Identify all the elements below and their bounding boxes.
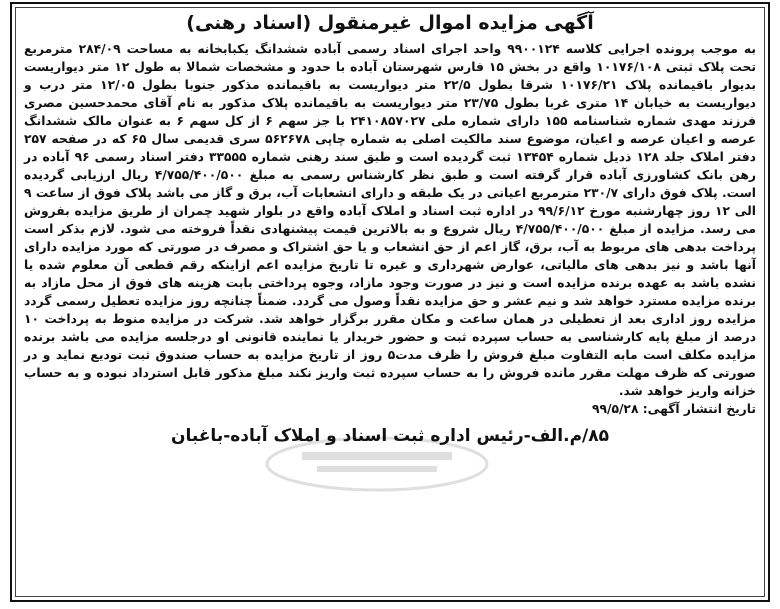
publish-date: تاریخ انتشار آگهی: ۹۹/۵/۲۸ bbox=[591, 402, 756, 416]
notice-frame bbox=[10, 2, 770, 602]
signature-line: ۸۵/م.الف-رئیس اداره ثبت اسناد و املاک آباده-باغبان bbox=[170, 426, 610, 446]
notice-title: آگهی مزایده اموال غیرمنقول (اسناد رهنی) bbox=[186, 12, 594, 34]
notice-body: به موجب پرونده اجرایی کلاسه ۹۹۰۰۱۲۴ واحد اجرای اسناد رسمی آباده ششدانگ یکبابخانه به مساحت ۲۸۴/۰۹ مترمربع تحت پلاک ثبتی ۱۰۱۷۶/۱۰۸ واقع در بخش ۱۵ فارس شهرستان آباده با حدود و مشخصات شمالا به طول ۱۲ متر دیواریست بدیوار باقیمانده پلاک ۱۰۱۷۶/۲۱ شرقا بطول ۲۲/۵ متر دیواریست به باقیمانده مذکور جنوبا بطول ۱۲/۰۵ متر درب و دیواریست به خیابان ۱۴ متری غربا بطول ۲۳/۷۵ متر دیواریست به باقیمانده پلاک مذکور به نام آقای محمدحسین مصری فرزند مهدی شماره شناسنامه ۱۵۵ دارای شماره ملی ۲۴۱۰۸۵۷۰۲۷ با جز سهم ۶ از کل سهم ۶ به عنوان مالک ششدانگ عرصه و اعیان عرصه و اعیان، موضوع سند مالکیت اصلی به شماره چاپی ۵۶۲۶۷۸ سری قدیمی سال ۶۵ که در صفحه ۲۵۷ دفتر املاک جلد ۱۲۸ ذدیل شماره ۱۳۴۵۴ ثبت گردیده است و طبق سند رهنی شماره ۳۳۵۵۵ دفتر اسناد رسمی ۹۶ آباده در رهن بانک کشاورزی آباده قرار گرفته است و طبق نظر کارشناس رسمی به مبلغ ۴/۷۵۵/۴۰۰/۵۰۰ ریال ارزیابی گردیده است. پلاک فوق دارای ۲۳۰/۷ مترمربع اعیانی در یک طبقه و دارای انشعابات آب، برق و گاز می باشد پلاک فوق از ساعت ۹ الی ۱۲ روز چهارشنبه مورخ ۹۹/۶/۱۲ در اداره ثبت اسناد و املاک آباده واقع در بلوار شهید چمران از طریق مزایده بفروش می رسد. مزایده از مبلغ ۴/۷۵۵/۴۰۰/۵۰۰ ریال شروع و به بالاترین قیمت پیشنهادی نقداً فروخته می شود. لازم بذکر است پرداخت بدهی های مربوط به آب، برق، گاز اعم از حق انشعاب و یا حق اشتراک و مصرف در صورتی که مورد مزایده دارای آنها باشد و نیز بدهی های مالیاتی، عوارض شهرداری و غیره تا تاریخ مزایده اعم ازاینکه رقم قطعی آن معلوم شده یا نشده باشد به عهده برنده مزایده است و نیز در صورت وجود مازاد، وجوه پرداختی بابت هزینه های فوق از محل مازاد به برنده مزایده مسترد خواهد شد و نیم عشر و حق مزایده نقداً وصول می گردد. ضمناً چنانچه روز مزایده تعطیل رسمی گردد مزایده روز اداری بعد از تعطیلی در همان ساعت و مکان مقرر برگزار خواهد شد. شرکت در مزایده منوط به پرداخت ۱۰ درصد از مبلغ پایه کارشناسی به حساب سپرده ثبت و حضور خریدار یا نماینده قانونی او درجلسه مزایده می باشد برنده مزایده مکلف است مابه التفاوت مبلغ فروش را ظرف مدت۵ روز از تاریخ مزایده به حساب صندوق ثبت تودیع نماید و در صورتی که ظرف مهلت مقرر مانده فروش را به حساب سپرده ثبت واریز نکند مبلغ مذکور قابل استرداد نبوده و به حساب خزانه واریز خواهد شد. bbox=[24, 42, 757, 398]
